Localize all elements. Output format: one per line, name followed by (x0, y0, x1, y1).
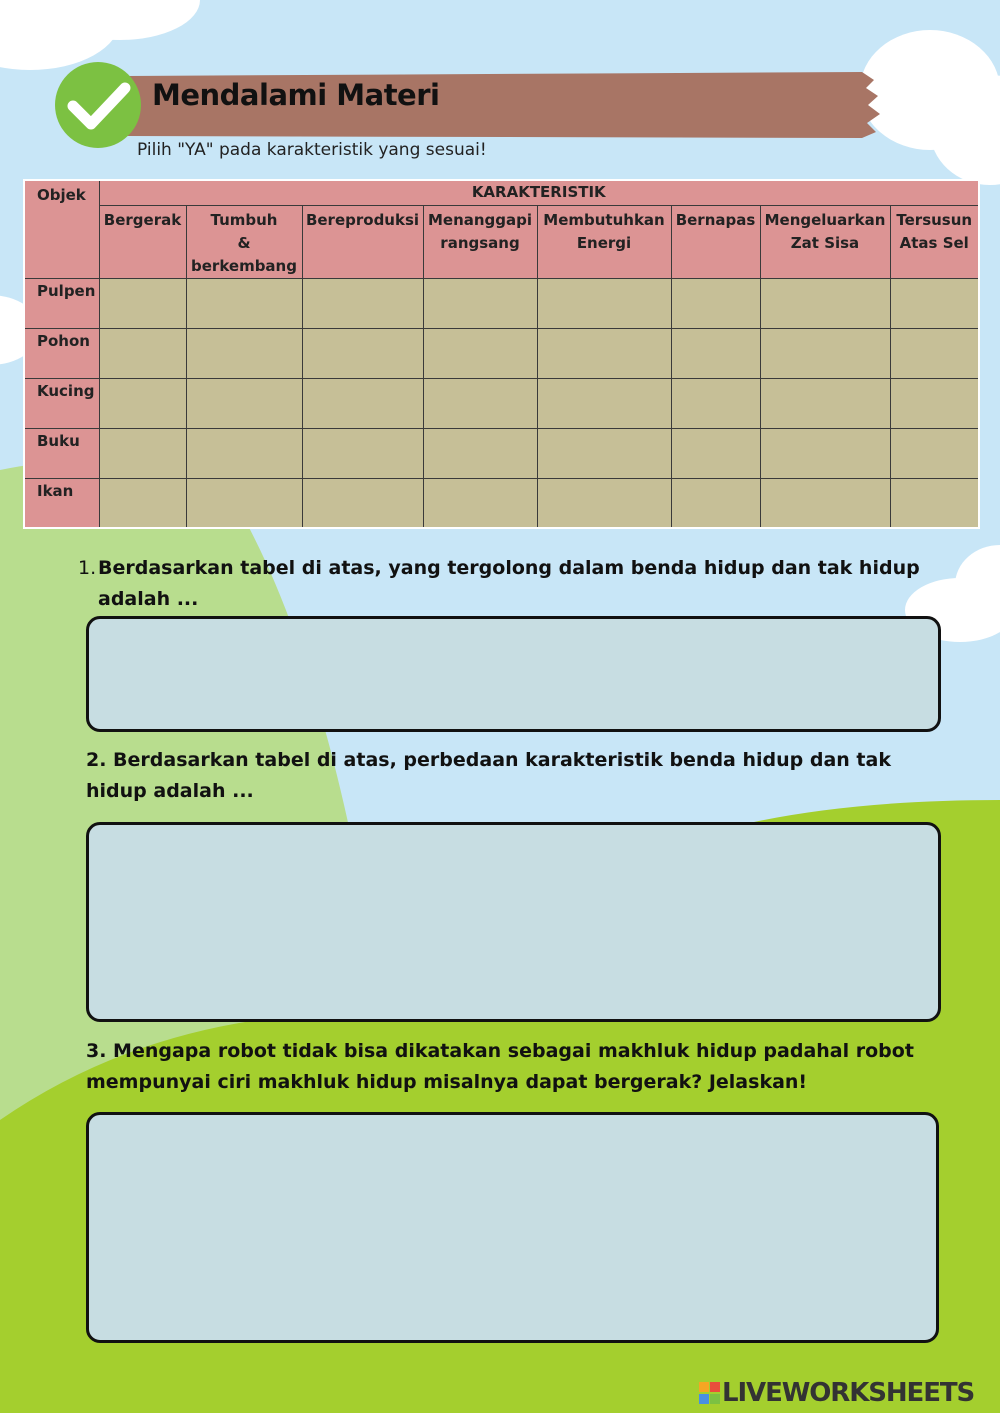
answer-cell[interactable] (537, 428, 671, 478)
column-header: Tersusun Atas Sel (890, 205, 979, 278)
liveworksheets-logo (698, 1378, 993, 1408)
answer-cell[interactable] (423, 278, 537, 328)
answer-cell[interactable] (99, 328, 186, 378)
column-header: Bergerak (99, 205, 186, 278)
answer-cell[interactable] (423, 478, 537, 528)
answer-cell[interactable] (760, 278, 890, 328)
characteristics-table (23, 179, 980, 529)
answer-cell[interactable] (302, 478, 423, 528)
answer-cell[interactable] (302, 278, 423, 328)
answer-cell[interactable] (99, 478, 186, 528)
table-row (24, 478, 979, 528)
answer-cell[interactable] (302, 328, 423, 378)
answer-cell[interactable] (760, 428, 890, 478)
table-row (24, 428, 979, 478)
answer-cell[interactable] (186, 278, 302, 328)
answer-box-2[interactable] (86, 822, 941, 1022)
answer-cell[interactable] (537, 328, 671, 378)
instruction-text: Pilih "YA" pada karakteristik yang sesuai! (137, 140, 487, 160)
answer-cell[interactable] (423, 328, 537, 378)
row-label: Buku (24, 428, 99, 478)
column-header: Membutuhkan Energi (537, 205, 671, 278)
question-1-number: 1. (78, 557, 97, 579)
answer-cell[interactable] (186, 328, 302, 378)
question-1-text: Berdasarkan tabel di atas, yang tergolong dalam benda hidup dan tak hidup adalah ... (98, 557, 920, 610)
answer-cell[interactable] (890, 328, 979, 378)
answer-cell[interactable] (671, 328, 760, 378)
answer-cell[interactable] (99, 378, 186, 428)
answer-cell[interactable] (537, 378, 671, 428)
answer-cell[interactable] (423, 378, 537, 428)
answer-cell[interactable] (890, 278, 979, 328)
characteristics-group-header: KARAKTERISTIK (99, 180, 979, 205)
answer-cell[interactable] (890, 428, 979, 478)
answer-cell[interactable] (671, 378, 760, 428)
page-title: Mendalami Materi (152, 78, 440, 112)
answer-cell[interactable] (186, 428, 302, 478)
liveworksheets-logo-icon (698, 1380, 722, 1406)
answer-cell[interactable] (760, 328, 890, 378)
row-label: Pohon (24, 328, 99, 378)
answer-box-3[interactable] (86, 1112, 939, 1343)
column-header: Tumbuh & berkembang (186, 205, 302, 278)
column-header: Mengeluarkan Zat Sisa (760, 205, 890, 278)
liveworksheets-logo-text: LIVEWORKSHEETS (722, 1378, 975, 1408)
checkmark-icon (55, 62, 141, 148)
answer-cell[interactable] (537, 278, 671, 328)
answer-cell[interactable] (99, 278, 186, 328)
answer-box-1[interactable] (86, 616, 941, 732)
column-header: Bernapas (671, 205, 760, 278)
answer-cell[interactable] (99, 428, 186, 478)
row-label: Kucing (24, 378, 99, 428)
answer-cell[interactable] (423, 428, 537, 478)
answer-cell[interactable] (671, 428, 760, 478)
answer-cell[interactable] (537, 478, 671, 528)
column-header: Menanggapi rangsang (423, 205, 537, 278)
question-3: 3. Mengapa robot tidak bisa dikatakan sebagai makhluk hidup padahal robot mempunyai ciri makhluk hidup misalnya dapat bergerak? Jelaskan! (86, 1040, 914, 1093)
row-label: Pulpen (24, 278, 99, 328)
question-2: 2. Berdasarkan tabel di atas, perbedaan karakteristik benda hidup dan tak hidup adalah ... (86, 749, 891, 802)
answer-cell[interactable] (890, 478, 979, 528)
table-row (24, 278, 979, 328)
answer-cell[interactable] (186, 378, 302, 428)
answer-cell[interactable] (671, 278, 760, 328)
answer-cell[interactable] (302, 428, 423, 478)
answer-cell[interactable] (186, 478, 302, 528)
answer-cell[interactable] (760, 478, 890, 528)
table-row (24, 378, 979, 428)
table-row (24, 328, 979, 378)
object-header: Objek (24, 180, 99, 278)
answer-cell[interactable] (890, 378, 979, 428)
answer-cell[interactable] (671, 478, 760, 528)
row-label: Ikan (24, 478, 99, 528)
column-header: Bereproduksi (302, 205, 423, 278)
question-1 (78, 553, 928, 615)
answer-cell[interactable] (302, 378, 423, 428)
answer-cell[interactable] (760, 378, 890, 428)
